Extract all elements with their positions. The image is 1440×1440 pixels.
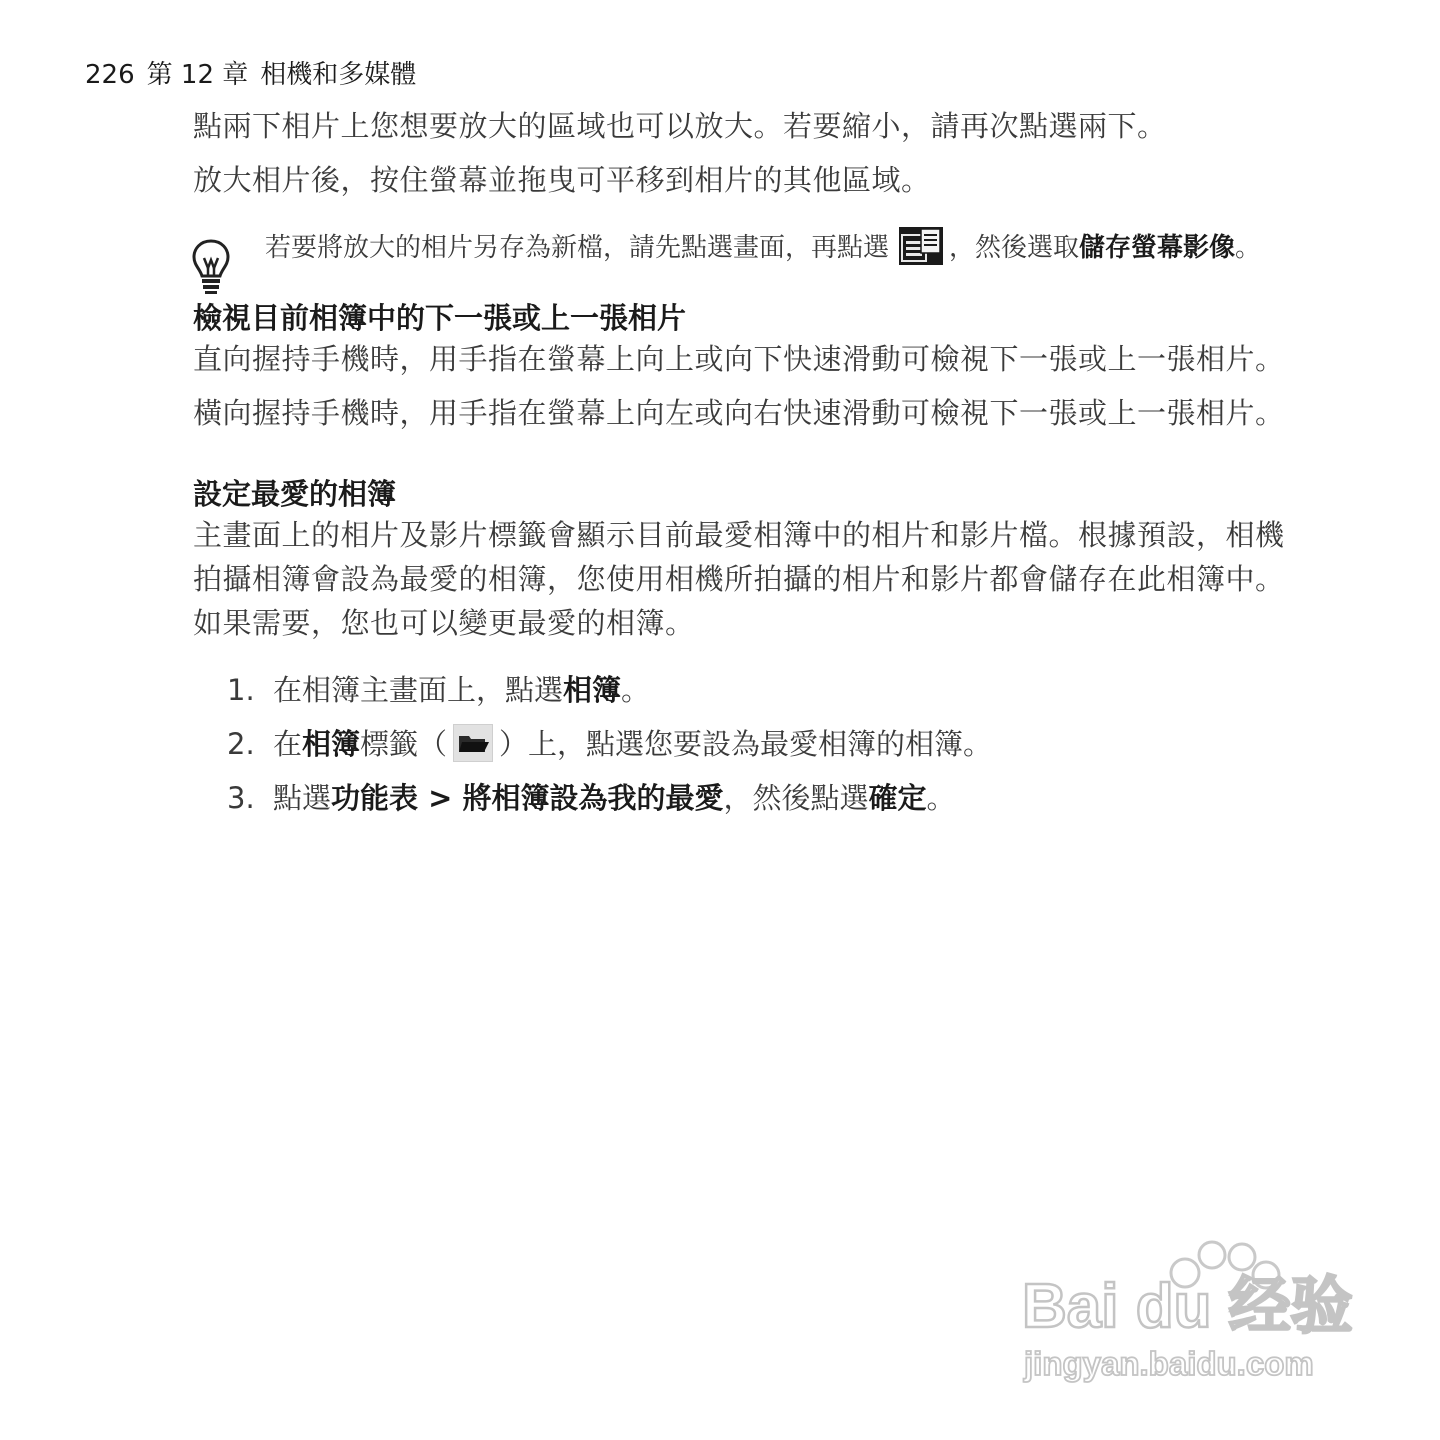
running-head — [85, 54, 428, 91]
step-bold-term: 確定 — [868, 781, 927, 815]
step-text: ，然後點選 — [723, 781, 869, 815]
watermark-url: jingyan.baidu.com — [1024, 1345, 1314, 1382]
step-text: 點選 — [273, 781, 332, 815]
tip-text-end: 。 — [1235, 233, 1262, 263]
step-text: 。 — [621, 673, 651, 707]
tip-text-middle: ，然後選取 — [949, 233, 1080, 263]
section2-paragraph: 主畫面上的相片及影片標籤會顯示目前最愛相簿中的相片和影片檔。根據預設，相機拍攝相簿會設為最愛的相簿，您使用相機所拍攝的相片和影片都會儲存在此相簿中。如果需要，您也可以變更最愛的相簿。 — [193, 518, 1285, 640]
step-bold-term: 相簿 — [563, 673, 622, 707]
folder-icon — [453, 724, 493, 762]
step-bold-term: 功能表 > 將相簿設為我的最愛 — [331, 781, 724, 815]
step-number: 1. — [227, 673, 255, 707]
steps-list — [193, 663, 1305, 825]
menu-icon — [899, 227, 943, 265]
list-item — [227, 717, 1305, 771]
step-text: ）上，點選您要設為最愛相簿的相簿。 — [499, 727, 993, 761]
chapter-label: 第 12 章 — [146, 60, 249, 90]
lightbulb-icon — [191, 238, 231, 298]
page-content — [193, 104, 1305, 825]
list-item — [227, 771, 1305, 825]
intro-paragraph-1: 點兩下相片上您想要放大的區域也可以放大。若要縮小，請再次點選兩下。 — [193, 109, 1167, 143]
intro-paragraph-2: 放大相片後，按住螢幕並拖曳可平移到相片的其他區域。 — [193, 163, 931, 197]
step-text: 。 — [926, 781, 956, 815]
watermark-logo-text: Bai du 经验 — [1022, 1272, 1353, 1341]
page-number: 226 — [85, 60, 135, 90]
list-item — [227, 663, 1305, 717]
tip-text-start: 若要將放大的相片另存為新檔，請先點選畫面，再點選 — [265, 233, 890, 263]
step-bold-term: 相簿 — [302, 727, 361, 761]
step-text: 在 — [273, 727, 303, 761]
section-heading-browse: 檢視目前相簿中的下一張或上一張相片 — [193, 301, 687, 335]
step-number: 3. — [227, 781, 255, 815]
tip-note — [193, 230, 1305, 267]
baidu-watermark — [1020, 1225, 1360, 1390]
step-text: 在相簿主畫面上，點選 — [273, 673, 564, 707]
section1-paragraph-2: 橫向握持手機時，用手指在螢幕上向左或向右快速滑動可檢視下一張或上一張相片。 — [193, 396, 1285, 430]
step-number: 2. — [227, 727, 255, 761]
tip-bold-term: 儲存螢幕影像 — [1079, 233, 1236, 263]
step-text: 標籤（ — [360, 727, 448, 761]
section1-paragraph-1: 直向握持手機時，用手指在螢幕上向上或向下快速滑動可檢視下一張或上一張相片。 — [193, 342, 1285, 376]
section-heading-favorite: 設定最愛的相簿 — [193, 477, 397, 511]
chapter-title: 相機和多媒體 — [260, 60, 417, 90]
